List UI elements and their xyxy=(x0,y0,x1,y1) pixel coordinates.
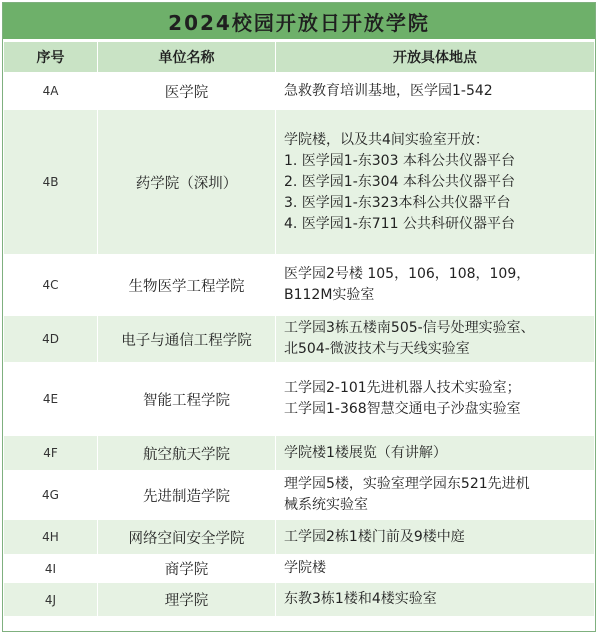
location-line: 3. 医学园1-东323本科公共仪器平台 xyxy=(284,194,511,211)
location-line: 工学园1-368智慧交通电子沙盘实验室 xyxy=(284,401,521,417)
location-line: 2. 医学园1-东304 本科公共仪器平台 xyxy=(284,173,515,190)
row-location xyxy=(276,471,595,519)
row-location xyxy=(276,519,595,555)
location-line: 工学园3栋五楼南505-信号处理实验室、 xyxy=(284,320,535,336)
row-number: 4G xyxy=(4,471,98,519)
header-unit: 单位名称 xyxy=(98,42,276,74)
table-row xyxy=(4,255,595,315)
table-row xyxy=(4,109,595,255)
table-row xyxy=(4,315,595,363)
table-row xyxy=(4,582,595,616)
location-line: 北504-微波技术与天线实验室 xyxy=(284,341,470,357)
row-number: 4J xyxy=(4,582,98,616)
table-row xyxy=(4,555,595,582)
page-title: 2024校园开放日开放学院 xyxy=(3,3,595,41)
location-line: 医学园2号楼 105，106，108，109， xyxy=(284,266,531,282)
row-location xyxy=(276,363,595,435)
row-unit-name: 航空航天学院 xyxy=(98,435,276,471)
location-line: 理学园5楼，实验室理学园东521先进机 xyxy=(284,476,530,492)
row-location xyxy=(276,255,595,315)
location-line: 4. 医学园1-东711 公共科研仪器平台 xyxy=(284,215,515,232)
table-row xyxy=(4,363,595,435)
table-row xyxy=(4,471,595,519)
location-line: 东教3栋1楼和4楼实验室 xyxy=(284,591,437,607)
row-number: 4A xyxy=(4,73,98,109)
row-location xyxy=(276,315,595,363)
table-header-row xyxy=(4,42,595,74)
row-number: 4I xyxy=(4,555,98,582)
header-num: 序号 xyxy=(4,42,98,74)
open-day-table-card xyxy=(2,2,596,632)
row-number: 4D xyxy=(4,315,98,363)
location-line: 械系统实验室 xyxy=(284,497,368,513)
row-unit-name: 药学院（深圳） xyxy=(98,109,276,255)
row-unit-name: 先进制造学院 xyxy=(98,471,276,519)
row-unit-name: 智能工程学院 xyxy=(98,363,276,435)
row-unit-name: 电子与通信工程学院 xyxy=(98,315,276,363)
table-row xyxy=(4,435,595,471)
row-location xyxy=(276,555,595,582)
row-number: 4F xyxy=(4,435,98,471)
row-location xyxy=(276,73,595,109)
row-number: 4H xyxy=(4,519,98,555)
location-line: 工学园2-101先进机器人技术实验室； xyxy=(284,380,521,396)
row-unit-name: 网络空间安全学院 xyxy=(98,519,276,555)
row-unit-name: 医学院 xyxy=(98,73,276,109)
table-row xyxy=(4,73,595,109)
row-unit-name: 理学院 xyxy=(98,582,276,616)
row-number: 4B xyxy=(4,109,98,255)
colleges-table xyxy=(3,41,595,616)
row-unit-name: 商学院 xyxy=(98,555,276,582)
row-number: 4E xyxy=(4,363,98,435)
row-location xyxy=(276,109,595,255)
row-unit-name: 生物医学工程学院 xyxy=(98,255,276,315)
table-row xyxy=(4,519,595,555)
location-line: B112M实验室 xyxy=(284,287,375,303)
location-line: 工学园2栋1楼门前及9楼中庭 xyxy=(284,528,465,545)
header-location: 开放具体地点 xyxy=(276,42,595,74)
location-line: 学院楼 xyxy=(284,560,326,576)
location-line: 急救教育培训基地，医学园1-542 xyxy=(284,82,493,99)
row-location xyxy=(276,435,595,471)
row-number: 4C xyxy=(4,255,98,315)
location-line: 学院楼1楼展览（有讲解） xyxy=(284,444,447,461)
location-line: 1. 医学园1-东303 本科公共仪器平台 xyxy=(284,152,515,169)
location-line: 学院楼，以及共4间实验室开放： xyxy=(284,131,489,148)
table-body xyxy=(4,73,595,616)
row-location xyxy=(276,582,595,616)
